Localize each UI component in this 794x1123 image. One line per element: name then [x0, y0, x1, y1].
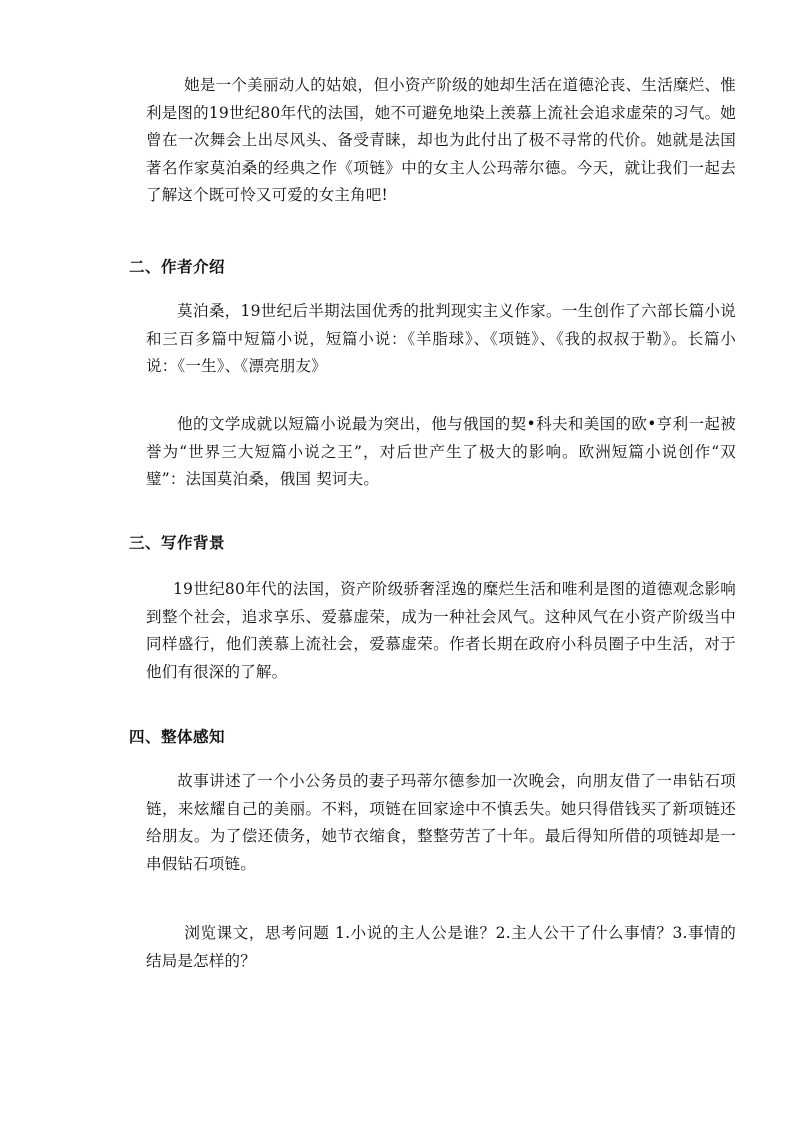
overview-paragraph-1 [146, 768, 736, 878]
section-heading-author: 二、作者介绍 [129, 258, 226, 276]
section-heading-overview: 四、整体感知 [129, 728, 226, 746]
author-paragraph-2 [146, 411, 736, 494]
overview-paragraph-2 [146, 920, 736, 975]
overview-text-2: 浏览课文，思考问题 1.小说的主人公是谁？2.主人公干了什么事情？3.事情的结局是怎样的？ [146, 924, 736, 970]
section-heading-background: 三、写作背景 [129, 534, 226, 552]
background-paragraph [146, 576, 736, 686]
intro-text: 她是一个美丽动人的姑娘，但小资产阶级的她却生活在道德沦丧、生活糜烂、惟利是图的19世纪80年代的法国，她不可避免地染上羡慕上流社会追求虚荣的习气。她曾在一次舞会上出尽风头、备受青睐，却也为此付出了极不寻常的代价。她就是法国著名作家莫泊桑的经典之作《项链》中的女主人公玛蒂尔德。今天，就让我们一起去了解这个既可怜又可爱的女主角吧! [146, 76, 736, 204]
author-text-1: 莫泊桑，19世纪后半期法国优秀的批判现实主义作家。一生创作了六部长篇小说和三百多篇中短篇小说，短篇小说：《羊脂球》、《项链》、《我的叔叔于勒》。长篇小说：《一生》、《漂亮朋友》 [146, 302, 736, 375]
author-text-2: 他的文学成就以短篇小说最为突出，他与俄国的契•科夫和美国的欧•亨利一起被誉为“世界三大短篇小说之王”，对后世产生了极大的影响。欧洲短篇小说创作“双璧”：法国莫泊桑，俄国 契诃夫。 [146, 415, 736, 488]
author-paragraph-1 [146, 298, 736, 381]
intro-paragraph [146, 72, 736, 210]
background-text: 19世纪80年代的法国，资产阶级骄奢淫逸的糜烂生活和唯利是图的道德观念影响到整个社会，追求享乐、爱慕虚荣，成为一种社会风气。这种风气在小资产阶级当中同样盛行，他们羡慕上流社会，爱慕虚荣。作者长期在政府小科员圈子中生活，对于他们有很深的了解。 [146, 580, 736, 681]
overview-text-1: 故事讲述了一个小公务员的妻子玛蒂尔德参加一次晚会，向朋友借了一串钻石项链，来炫耀自己的美丽。不料，项链在回家途中不慎丢失。她只得借钱买了新项链还给朋友。为了偿还债务，她节衣缩食，整整劳苦了十年。最后得知所借的项链却是一串假钻石项链。 [146, 772, 736, 873]
